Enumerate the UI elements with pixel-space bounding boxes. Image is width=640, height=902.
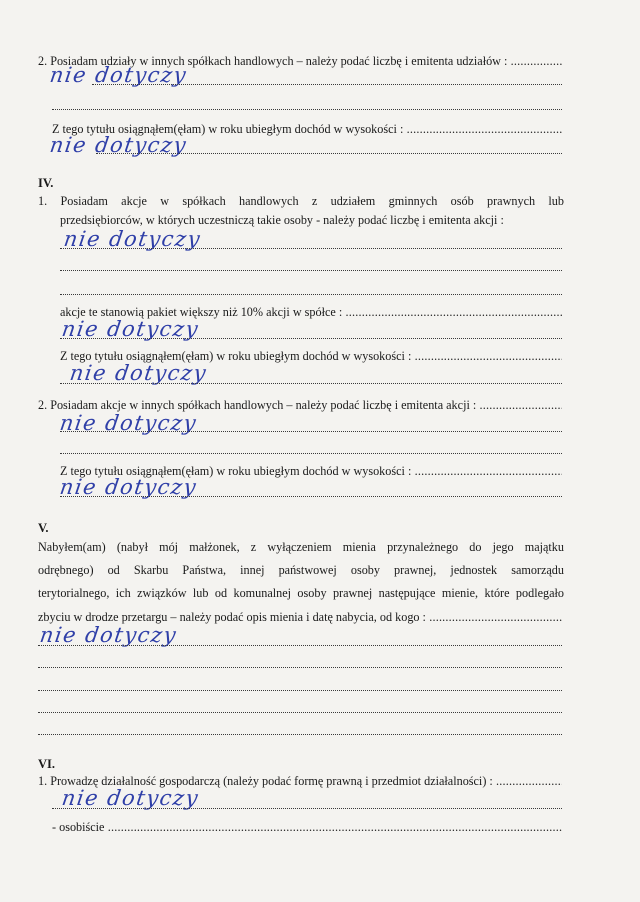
- income-label: Z tego tytułu osiągnąłem(ęłam) w roku ubiegłym dochód w wysokości : .....: [60, 349, 562, 363]
- dotted-line: [60, 453, 562, 454]
- dotted-line: [60, 338, 562, 339]
- question-business-activity: 1. Prowadzę działalność gospodarczą (należy podać formę prawną i przedmiot działalności) : .....: [38, 774, 562, 788]
- personally-label: - osobiście .....: [52, 820, 562, 834]
- dotted-line: [38, 645, 562, 646]
- dotted-line: [38, 734, 562, 735]
- handwritten-answer: nie dotyczy: [58, 411, 199, 435]
- dotted-line: [60, 496, 562, 497]
- dotted-line: [52, 808, 562, 809]
- acquisition-text-line-3: terytorialnego, ich związków lub od komunalnej osoby prawnej następujące mienie, które podlegało: [38, 586, 564, 600]
- dotted-line: [60, 431, 562, 432]
- dotted-line: [60, 248, 562, 249]
- handwritten-answer: nie dotyczy: [58, 475, 199, 499]
- income-label: Z tego tytułu osiągnąłem(ęłam) w roku ubiegłym dochód w wysokości : .....: [60, 464, 562, 478]
- handwritten-answer: nie dotyczy: [68, 361, 209, 385]
- dotted-line: [38, 690, 562, 691]
- income-label: Z tego tytułu osiągnąłem(ęłam) w roku ubiegłym dochód w wysokości : .....: [52, 122, 562, 136]
- handwritten-answer: nie dotyczy: [38, 623, 179, 647]
- question-shares-municipal: 1. Posiadam akcje w spółkach handlowych z udziałem gminnych osób prawnych lub: [38, 194, 564, 208]
- section-heading-v: V.: [38, 521, 49, 535]
- handwritten-answer: nie dotyczy: [62, 227, 203, 251]
- dotted-line: [96, 153, 562, 154]
- question-shares-other-companies: 2. Posiadam udziały w innych spółkach handlowych – należy podać liczbę i emitenta udziałów : .....: [38, 54, 562, 68]
- acquisition-text-line-2: odrębnego) od Skarbu Państwa, innej państwowej osoby prawnej, jednostek samorządu: [38, 563, 564, 577]
- handwritten-answer: nie dotyczy: [48, 63, 189, 87]
- question-shares-municipal-cont: przedsiębiorców, w których uczestniczą takie osoby - należy podać liczbę i emitenta akcji :: [60, 213, 504, 227]
- dotted-line: [38, 667, 562, 668]
- handwritten-answer: nie dotyczy: [48, 133, 189, 157]
- section-heading-iv: IV.: [38, 176, 54, 190]
- acquisition-text-line-4: zbyciu w drodze przetargu – należy podać opis mienia i datę nabycia, od kogo : .....: [38, 610, 562, 624]
- dotted-line: [92, 84, 562, 85]
- dotted-line: [38, 712, 562, 713]
- handwritten-answer: nie dotyczy: [60, 317, 201, 341]
- package-over-10-label: akcje te stanowią pakiet większy niż 10% akcji w spółce : .....: [60, 305, 562, 319]
- dotted-line: [60, 294, 562, 295]
- question-shares-other: 2. Posiadam akcje w innych spółkach handlowych – należy podać liczbę i emitenta akcji : .....: [38, 398, 562, 412]
- dotted-line: [60, 383, 562, 384]
- section-heading-vi: VI.: [38, 757, 56, 771]
- acquisition-text-line-1: Nabyłem(am) (nabył mój małżonek, z wyłączeniem mienia przynależnego do jego majątku: [38, 540, 564, 554]
- dotted-line: [60, 270, 562, 271]
- dotted-line: [52, 109, 562, 110]
- handwritten-answer: nie dotyczy: [60, 786, 201, 810]
